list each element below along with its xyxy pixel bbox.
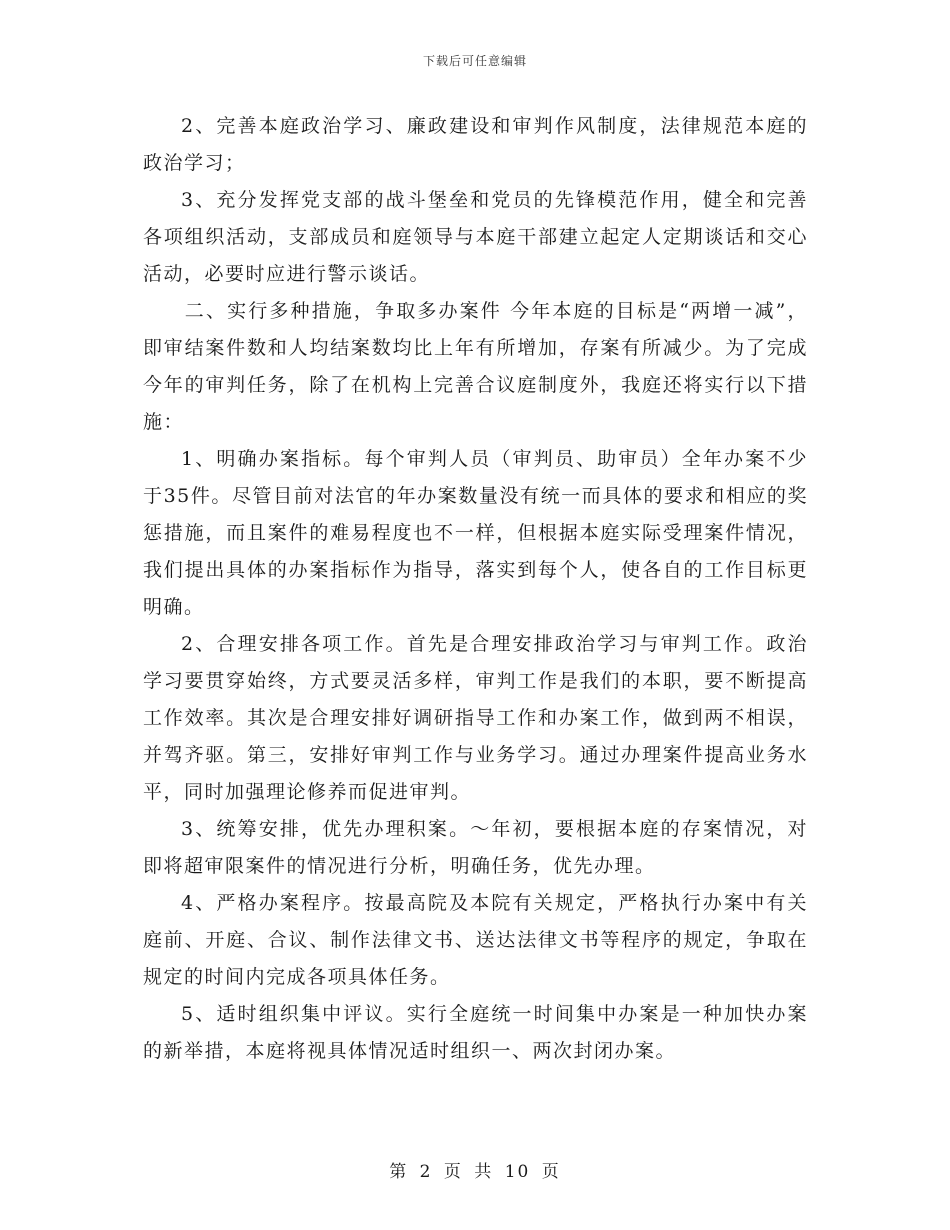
page-number: 第 2 页 共 10 页	[389, 1162, 561, 1182]
page-header-note: 下载后可任意编辑	[422, 54, 527, 68]
paragraph-backlog-priority: 3、统筹安排，优先办理积案。～年初，要根据本庭的存案情况，对即将超审限案件的情况进行分析，明确任务，优先办理。	[143, 818, 808, 877]
paragraph-collective-review: 5、适时组织集中评议。实行全庭统一时间集中办案是一种加快办案的新举措，本庭将视具体情况适时组织一、两次封闭办案。	[143, 1003, 808, 1062]
paragraph-politics-study: 2、完善本庭政治学习、廉政建设和审判作风制度，法律规范本庭的政治学习；	[143, 115, 808, 174]
paragraph-section-two: 二、实行多种措施，争取多办案件 今年本庭的目标是“两增一减”，即审结案件数和人均结案数均比上年有所增加，存案有所减少。为了完成今年的审判任务，除了在机构上完善合议庭制度外，我庭还将实行以下措施：	[143, 300, 808, 433]
paragraph-party-branch: 3、充分发挥党支部的战斗堡垒和党员的先锋模范作用，健全和完善各项组织活动，支部成员和庭领导与本庭干部建立起定人定期谈话和交心活动，必要时应进行警示谈话。	[143, 189, 808, 285]
document-body	[143, 108, 808, 1070]
paragraph-case-quota: 1、明确办案指标。每个审判人员（审判员、助审员）全年办案不少于35件。尽管目前对法官的年办案数量没有统一而具体的要求和相应的奖惩措施，而且案件的难易程度也不一样，但根据本庭实际受理案件情况，我们提出具体的办案指标作为指导，落实到每个人，使各自的工作目标更明确。	[143, 448, 808, 618]
paragraph-work-arrangement: 2、合理安排各项工作。首先是合理安排政治学习与审判工作。政治学习要贯穿始终，方式要灵活多样，审判工作是我们的本职，要不断提高工作效率。其次是合理安排好调研指导工作和办案工作，做到两不相误，并驾齐驱。第三，安排好审判工作与业务学习。通过办理案件提高业务水平，同时加强理论修养而促进审判。	[143, 633, 808, 803]
paragraph-strict-procedure: 4、严格办案程序。按最高院及本院有关规定，严格执行办案中有关庭前、开庭、合议、制作法律文书、送达法律文书等程序的规定，争取在规定的时间内完成各项具体任务。	[143, 892, 808, 988]
